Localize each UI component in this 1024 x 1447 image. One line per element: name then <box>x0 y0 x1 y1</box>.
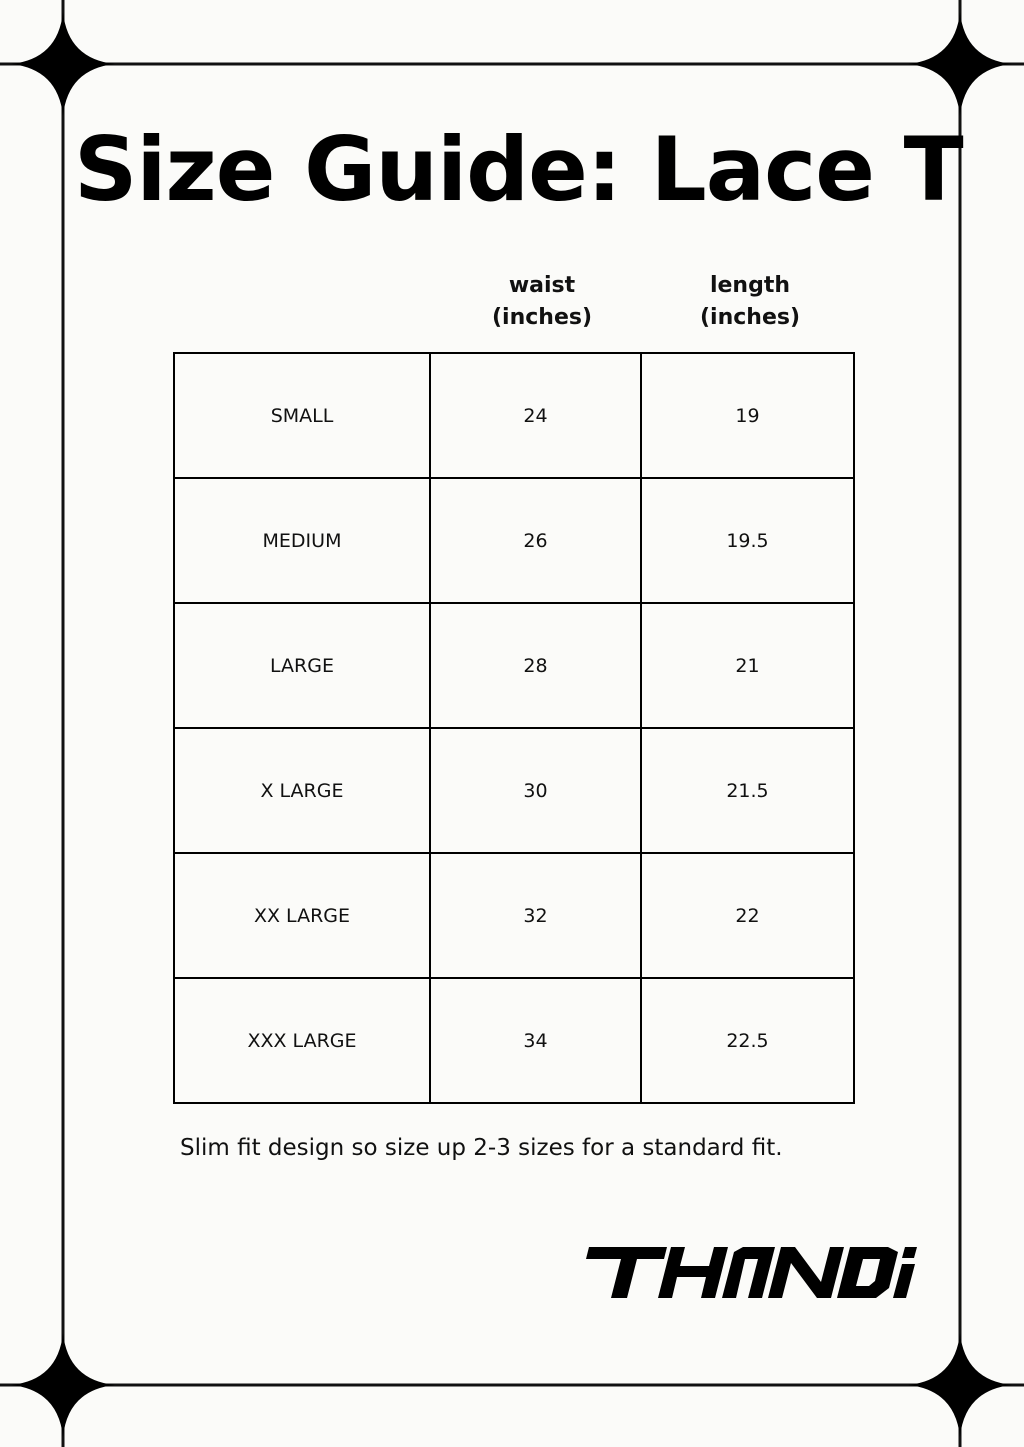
waist-cell: 28 <box>430 603 641 728</box>
waist-cell: 30 <box>430 728 641 853</box>
table-row <box>174 353 854 478</box>
table-row <box>174 478 854 603</box>
table-row <box>174 603 854 728</box>
size-table <box>173 352 855 1104</box>
table-row <box>174 853 854 978</box>
size-cell: SMALL <box>174 353 430 478</box>
column-header-waist-label: waist <box>508 273 576 298</box>
column-header-length <box>650 270 850 334</box>
length-cell: 19 <box>641 353 854 478</box>
size-cell: XXX LARGE <box>174 978 430 1103</box>
fit-note: Slim fit design so size up 2-3 sizes for a standard fit. <box>180 1135 783 1161</box>
table-row <box>174 728 854 853</box>
length-cell: 21.5 <box>641 728 854 853</box>
size-cell: X LARGE <box>174 728 430 853</box>
waist-cell: 32 <box>430 853 641 978</box>
length-cell: 21 <box>641 603 854 728</box>
star-corner-bottom-left-icon <box>11 1333 115 1437</box>
star-corner-top-left-icon <box>11 12 115 116</box>
waist-cell: 26 <box>430 478 641 603</box>
star-corner-bottom-right-icon <box>908 1333 1012 1437</box>
column-header-waist <box>442 270 642 334</box>
size-cell: XX LARGE <box>174 853 430 978</box>
length-cell: 19.5 <box>641 478 854 603</box>
size-cell: LARGE <box>174 603 430 728</box>
size-cell: MEDIUM <box>174 478 430 603</box>
table-row <box>174 978 854 1103</box>
length-cell: 22 <box>641 853 854 978</box>
waist-cell: 24 <box>430 353 641 478</box>
thandi-logo <box>585 1244 917 1302</box>
column-header-length-unit: (inches) <box>699 305 801 330</box>
column-header-length-label: length <box>709 273 791 298</box>
star-corner-top-right-icon <box>908 12 1012 116</box>
page-title: Size Guide: Lace T <box>74 118 963 221</box>
column-header-waist-unit: (inches) <box>491 305 593 330</box>
length-cell: 22.5 <box>641 978 854 1103</box>
waist-cell: 34 <box>430 978 641 1103</box>
